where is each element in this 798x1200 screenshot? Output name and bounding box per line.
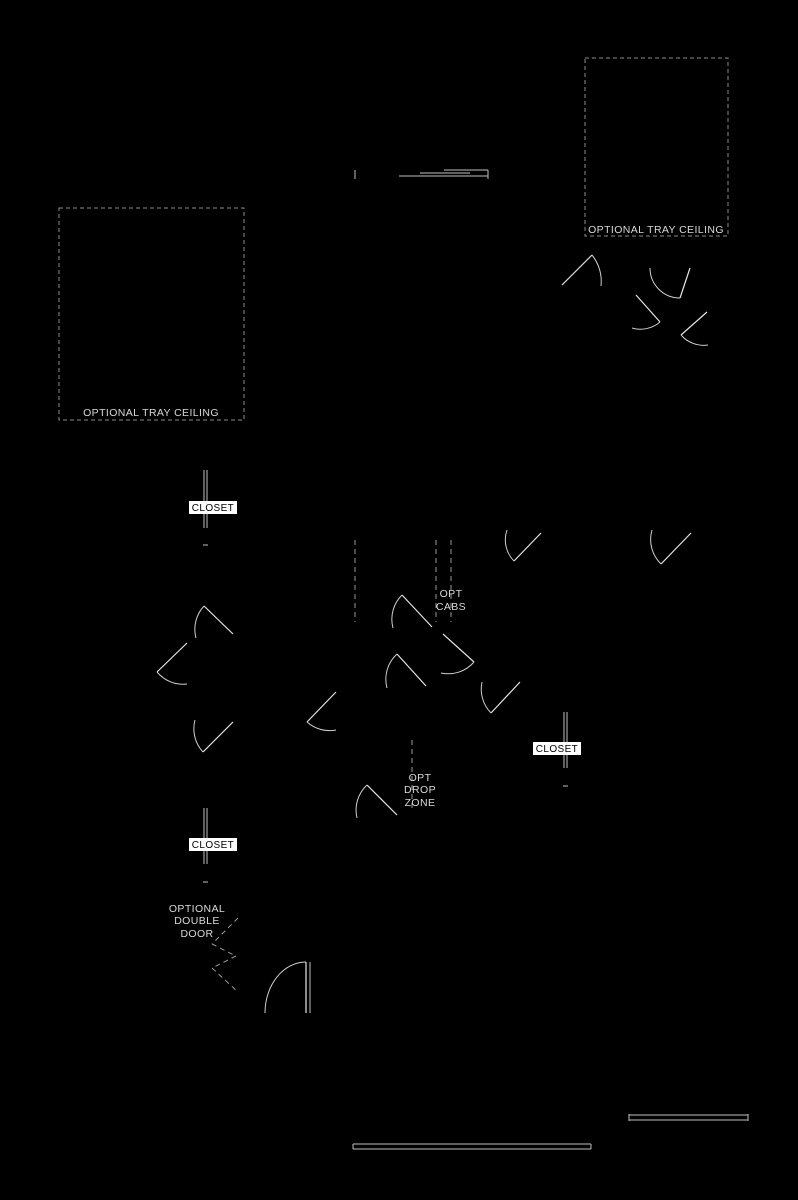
tray-ceiling-left-label: OPTIONAL TRAY CEILING <box>83 407 219 419</box>
opt-cabs-label-1: OPT <box>439 588 463 600</box>
bottom-window-right <box>629 1114 748 1121</box>
door-swing-2 <box>650 268 690 298</box>
door-swing-14 <box>194 720 233 752</box>
opt-drop-zone-label-1: OPT <box>408 772 432 784</box>
door-swing-9 <box>386 654 426 688</box>
door-swing-6 <box>651 530 691 564</box>
door-swing-8 <box>441 634 474 674</box>
sliding-door-top <box>355 170 488 179</box>
optional-double-door-label-1: OPTIONAL <box>168 903 226 915</box>
door-swing-13 <box>157 643 187 684</box>
closet-3 <box>533 712 581 786</box>
door-swing-5 <box>505 530 541 561</box>
closet-2 <box>189 808 237 882</box>
door-swing-1 <box>562 255 601 286</box>
tray-ceiling-left <box>59 208 244 420</box>
tray-ceiling-right <box>585 58 728 236</box>
closet-1 <box>189 470 237 545</box>
door-swing-12 <box>195 606 233 638</box>
door-swing-3 <box>632 295 660 329</box>
opt-cabs-label-2: CABS <box>435 601 467 613</box>
closet-3-label: CLOSET <box>535 744 579 755</box>
door-swing-4 <box>681 312 708 345</box>
door-swing-11 <box>307 692 336 731</box>
closet-2-label: CLOSET <box>191 840 235 851</box>
tray-ceiling-right-label: OPTIONAL TRAY CEILING <box>588 224 724 236</box>
bottom-window-left <box>353 1144 591 1149</box>
optional-double-door-label-2: DOUBLE <box>174 915 220 927</box>
optional-double-door-label-3: DOOR <box>180 928 214 940</box>
optional-double-door <box>212 918 238 992</box>
closet-1-label: CLOSET <box>191 503 235 514</box>
door-swing-15 <box>356 785 397 818</box>
entry-door <box>265 962 310 1013</box>
door-swing-10 <box>481 682 520 713</box>
opt-drop-zone-label-2: DROP <box>404 784 436 796</box>
door-swing-7 <box>392 595 432 628</box>
opt-drop-zone-label-3: ZONE <box>404 797 436 809</box>
